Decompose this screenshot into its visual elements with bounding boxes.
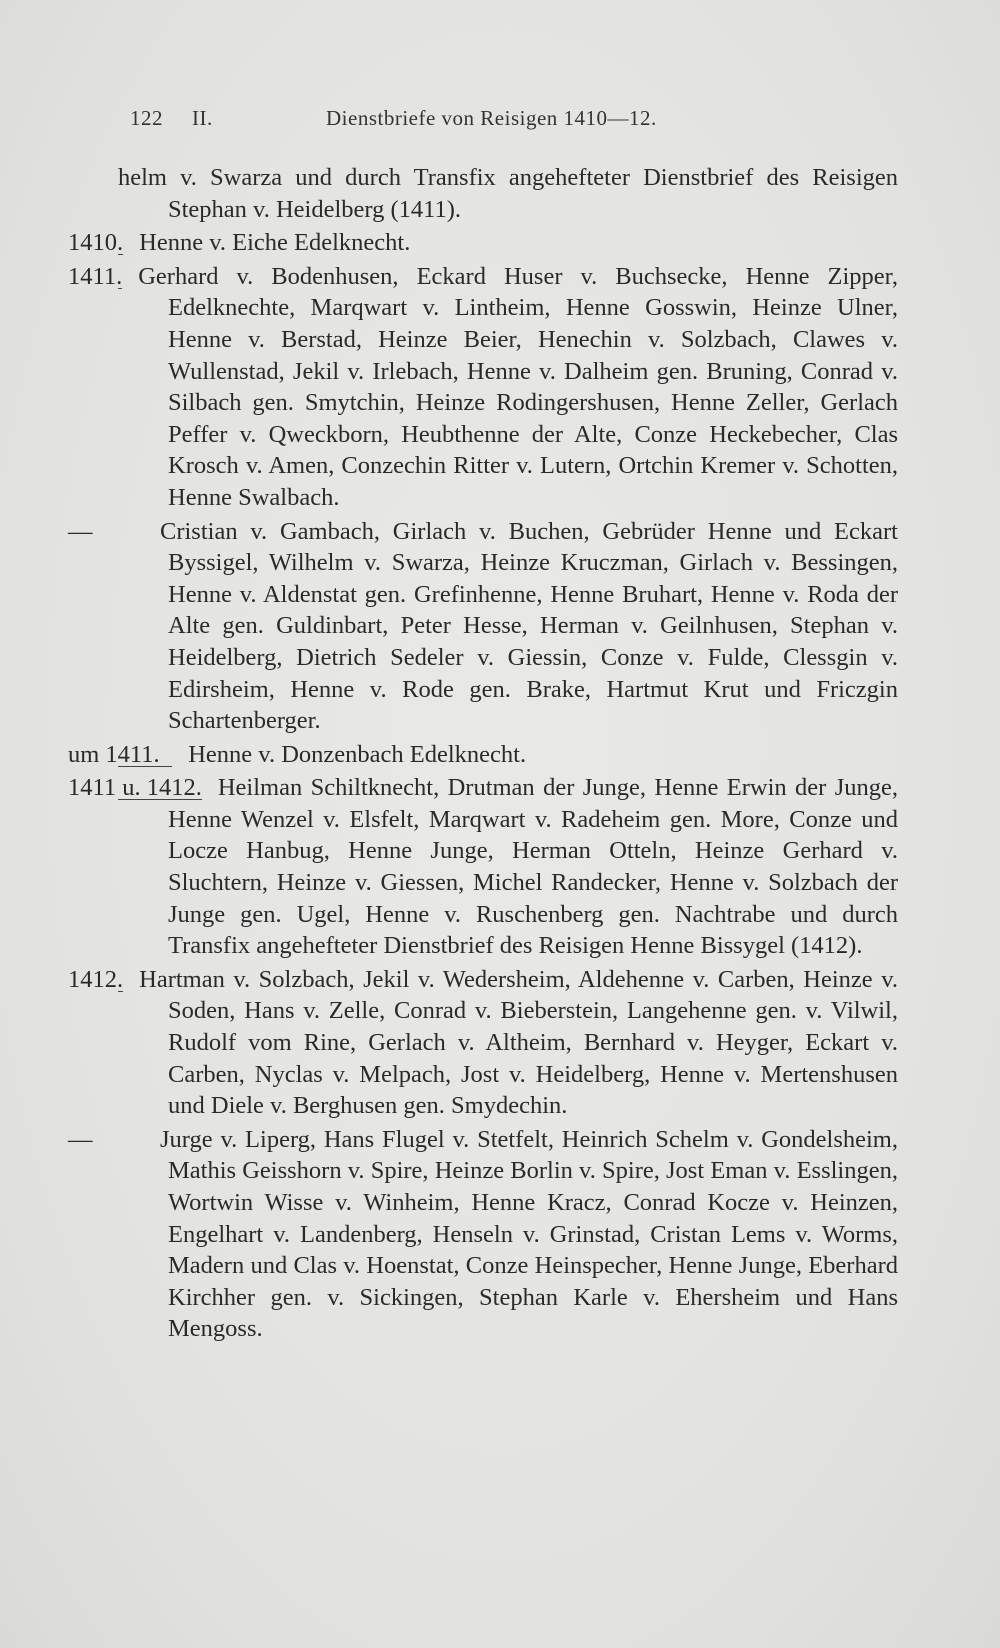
entry-1411-1412: [68, 772, 898, 962]
body-text: [68, 162, 898, 1347]
entry-continuation: [118, 162, 898, 225]
entry-year: 1411.: [68, 262, 123, 290]
part-number: II.: [192, 106, 213, 130]
entry-1411-continued: [68, 516, 898, 737]
entry-text: Cristian v. Gambach, Girlach v. Buchen, Gebrüder Henne und Eckart Byssigel, Wilhelm v. Swarza, Heinze Kruczman, Girlach v. Bessingen, Henne v. Aldenstat gen. Grefinhenne, Henne Bruhart, Henne v. Roda der Alte gen. Guldinbart, Peter Hesse, Herman v. Geilnhusen, Stephan v. Heidelberg, Dietrich Sedeler v. Giessin, Conze v. Fulde, Clessgin v. Edirsheim, Henne v. Rode gen. Brake, Hartmut Krut und Friczgin Schartenberger.: [160, 517, 898, 735]
entry-text: Henne v. Donzenbach Edelknecht.: [188, 740, 527, 768]
entry-text: Jurge v. Liperg, Hans Flugel v. Stetfelt, Heinrich Schelm v. Gondelsheim, Mathis Geisshorn v. Spire, Heinze Borlin v. Spire, Jost Eman v. Esslingen, Wortwin Wisse v. Winheim, Henne Kracz, Conrad Kocze v. Heinzen, Engelhart v. Landenberg, Henseln v. Grinstad, Cristan Lems v. Worms, Madern und Clas v. Hoenstat, Conze Heinspecher, Henne Junge, Eberhard Kirchher gen. v. Sickingen, Stephan Karle v. Ehersheim und Hans Mengoss.: [160, 1125, 898, 1343]
entry-year: um 1411.: [118, 744, 172, 767]
page-number: 122: [130, 106, 163, 130]
running-title: Dienstbriefe von Reisigen 1410—12.: [326, 106, 657, 130]
entry-year: 1410.: [68, 229, 124, 257]
entry-year: 1412.: [68, 965, 124, 993]
entry-dash: —: [68, 517, 93, 545]
entry-text: helm v. Swarza und durch Transfix angehefteter Dienstbrief des Reisigen Stephan v. Heidelberg (1411).: [118, 164, 898, 223]
entry-1412: [68, 964, 898, 1122]
entry-text: Hartman v. Solzbach, Jekil v. Wedersheim, Aldehenne v. Carben, Heinze v. Soden, Hans v. Zelle, Conrad v. Bieberstein, Langehenne gen. v. Vilwil, Rudolf vom Rine, Gerlach v. Altheim, Bernhard v. Heyger, Eckart v. Carben, Nyclas v. Melpach, Jost v. Heidelberg, Henne v. Mertenshusen und Diele v. Berghusen gen. Smydechin.: [139, 965, 898, 1120]
entry-um-1411: [68, 739, 898, 771]
entry-1412-continued: [68, 1124, 898, 1345]
entry-dash: —: [68, 1125, 93, 1153]
entry-text: Henne v. Eiche Edelknecht.: [139, 229, 411, 257]
entry-year: 1411 u. 1412.: [68, 774, 202, 802]
entry-1411: [68, 261, 898, 514]
entry-1410: [68, 227, 898, 259]
entry-text: Heilman Schiltknecht, Drutman der Junge, Henne Erwin der Junge, Henne Wenzel v. Elsfelt, Marqwart v. Radeheim gen. More, Conze und Locze Hanbug, Henne Junge, Herman Otteln, Heinze Gerhard v. Sluchtern, Heinze v. Giessen, Michel Randecker, Henne v. Solzbach der Junge gen. Ugel, Henne v. Ruschenberg gen. Nachtrabe und durch Transfix angehefteter Dienstbrief des Reisigen Henne Bissygel (1412).: [168, 774, 898, 960]
entry-text: Gerhard v. Bodenhusen, Eckard Huser v. Buchsecke, Henne Zipper, Edelknechte, Marqwart v. Lintheim, Henne Gosswin, Heinze Ulner, Henne v. Berstad, Heinze Beier, Henechin v. Solzbach, Clawes v. Wullenstad, Jekil v. Irlebach, Henne v. Dalheim gen. Bruning, Conrad v. Silbach gen. Smytchin, Heinze Rodingershusen, Henne Zeller, Gerlach Peffer v. Qweckborn, Heubthenne der Alte, Conze Heckebecher, Clas Krosch v. Amen, Conzechin Ritter v. Lutern, Ortchin Kremer v. Schotten, Henne Swalbach.: [138, 262, 898, 511]
